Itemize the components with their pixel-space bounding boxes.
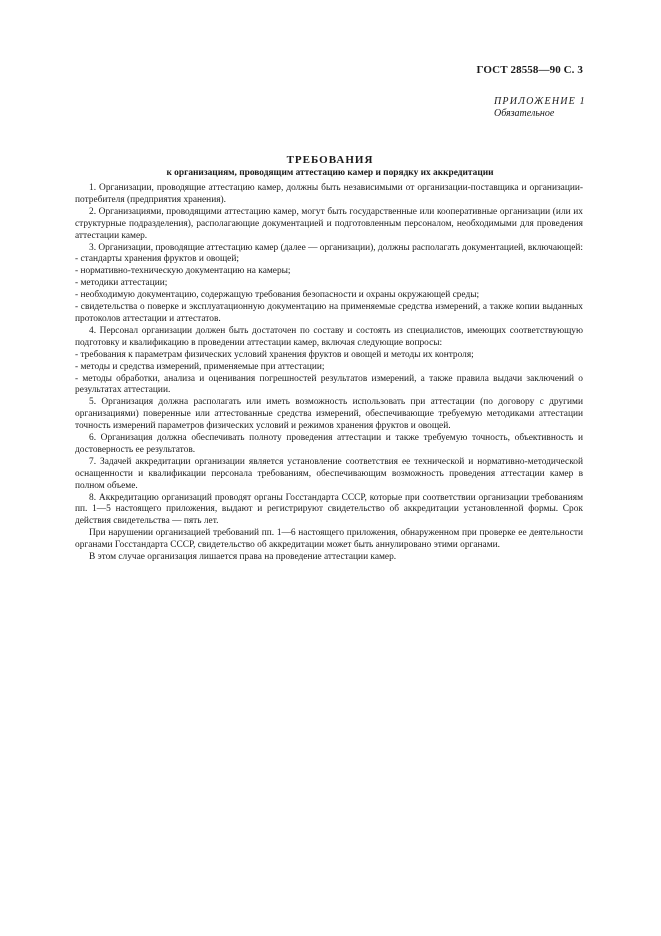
paragraph: 2. Организациями, проводящими аттестацию камер, могут быть государственные или кооперативные организации (или их структурные подразделения), располагающие документацией и подготовленным персоналом, необходимыми для проведения аттестации камер. xyxy=(75,206,583,241)
paragraph: 5. Организация должна располагать или иметь возможность использовать при аттестации (по договору с другими организациями) поверенные или аттестованные средства измерений, обеспечивающие требуемую методиками аттестации точность измерений параметров физических условий и режимов хранения фруктов и овощей. xyxy=(75,397,583,432)
paragraph: 4. Персонал организации должен быть достаточен по составу и состоять из специалистов, имеющих соответствующую подготовку и квалификацию в проведении аттестации камер, включая следующие вопросы: xyxy=(75,325,583,348)
list-item: - стандарты хранения фруктов и овощей; xyxy=(75,254,239,265)
paragraph: 3. Организации, проводящие аттестацию камер (далее — организации), должны располагать документацией, включающей: xyxy=(89,242,584,253)
list-item: - необходимую документацию, содержащую требования безопасности и охраны окружающей среды; xyxy=(75,290,480,301)
list-item: - методики аттестации; xyxy=(75,278,168,289)
page-header: ГОСТ 28558—90 С. 3 xyxy=(476,64,583,76)
list-item: - свидетельства о поверке и эксплуатационную документацию на применяемые средства измерений, а также копии выданных протоколов аттестации и аттестатов. xyxy=(75,302,583,324)
paragraph: 8. Аккредитацию организаций проводят органы Госстандарта СССР, которые при соответствии организации требованиям пп. 1—5 настоящего приложения, выдают и регистрируют свидетельство об аккредитации установленной формы. Срок действия свидетельства — пять лет. xyxy=(75,492,583,527)
paragraph: В этом случае организация лишается права на проведение аттестации камер. xyxy=(89,552,397,563)
appendix-title: ПРИЛОЖЕНИЕ 1 xyxy=(494,96,586,107)
appendix-subtitle: Обязательное xyxy=(494,108,555,119)
list-item: - нормативно-техническую документацию на камеры; xyxy=(75,266,291,277)
section-heading xyxy=(60,154,600,179)
document-body xyxy=(75,183,583,564)
paragraph: При нарушении организацией требований пп. 1—6 настоящего приложения, обнаруженном при проверке ее деятельности органами Госстандарта СССР, свидетельство об аккредитации может быть аннулировано этими органами. xyxy=(75,528,583,551)
paragraph: 1. Организации, проводящие аттестацию камер, должны быть независимыми от организации-поставщика и организации-потребителя (предприятия хранения). xyxy=(75,183,583,205)
appendix-label xyxy=(494,96,586,120)
list-item: - методы и средства измерений, применяемые при аттестации; xyxy=(75,361,325,372)
heading-title: ТРЕБОВАНИЯ xyxy=(286,154,374,166)
list-item: - методы обработки, анализа и оценивания погрешностей результатов измерений, а также правила выдачи заключений о результатах аттестации. xyxy=(75,373,583,396)
paragraph: 6. Организация должна обеспечивать полноту проведения аттестации и также требуемую точность, объективность и достоверность ее результатов. xyxy=(75,433,583,455)
heading-subtitle: к организациям, проводящим аттестацию камер и порядку их аккредитации xyxy=(166,168,494,178)
paragraph: 7. Задачей аккредитации организации является установление соответствия ее технической и нормативно-методической оснащенности и квалификации персонала требованиям, обеспечивающим возможность проведения аттестации камер в полном объеме. xyxy=(75,456,583,491)
list-item: - требования к параметрам физических условий хранения фруктов и овощей и методы их контроля; xyxy=(75,349,474,360)
